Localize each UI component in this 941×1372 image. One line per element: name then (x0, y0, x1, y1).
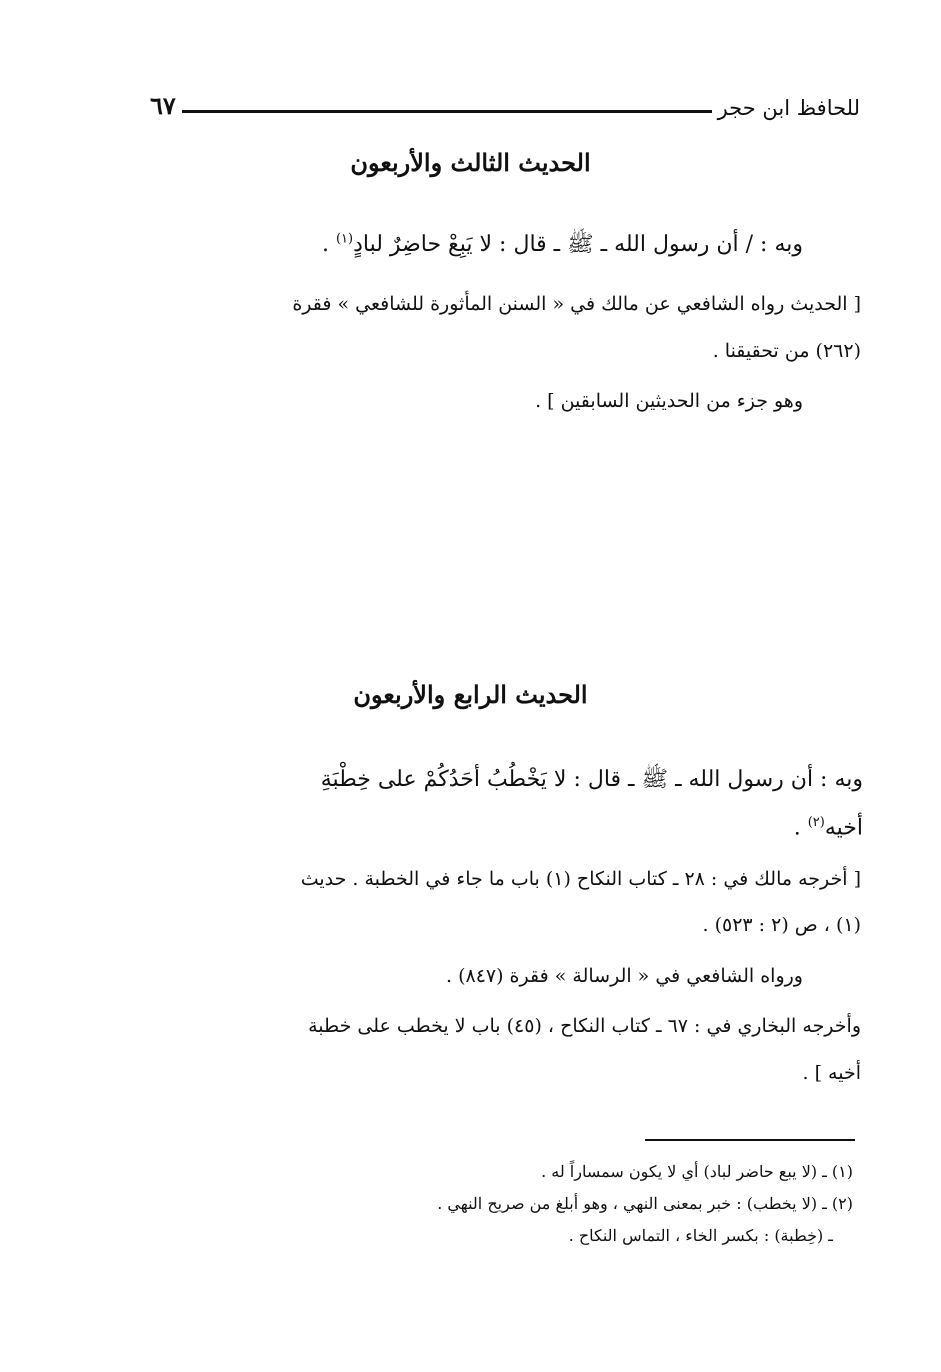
hadith-43-title: الحديث الثالث والأربعون (350, 148, 591, 177)
hadith-43-source-line-1: [ الحديث رواه الشافعي عن مالك في « السنن المأثورة للشافعي » فقرة (292, 293, 861, 315)
hadith-43-text-main: وبه : / أن رسول الله ـ ﷺ ـ قال : لا يَبِعْ حاضِرٌ لبادٍ (353, 232, 803, 257)
hadith-44-source-line-5: أخيه ] . (802, 1062, 861, 1084)
hadith-43-text (322, 230, 803, 262)
hadith-44-source-line-2: (١) ، ص (٢ : ٥٢٣) . (702, 914, 861, 936)
hadith-44-title: الحديث الرابع والأربعون (353, 680, 588, 709)
hadith-44-source-line-1: [ أخرجه مالك في : ٢٨ ـ كتاب النكاح (١) باب ما جاء في الخطبة . حديث (300, 868, 861, 890)
running-head-title: للحافظ ابن حجر (717, 96, 860, 120)
hadith-43-note-ref: (١) (335, 231, 354, 247)
running-header (150, 84, 860, 120)
footnote-1: (١) ـ (لا يبع حاضر لباد) أي لا يكون سمساراً له . (541, 1162, 853, 1181)
hadith-43-source-line-3: وهو جزء من الحديثين السابقين ] . (535, 390, 803, 412)
hadith-44-text-line-1: وبه : أن رسول الله ـ ﷺ ـ قال : لا يَخْطُبُ أحَدُكُمْ على خِطْبَةِ (320, 767, 863, 792)
hadith-44-source-line-3: ورواه الشافعي في « الرسالة » فقرة (٨٤٧) . (445, 965, 803, 987)
hadith-43-text-end: . (321, 232, 336, 257)
header-rule (182, 110, 712, 113)
hadith-44-text-end: . (793, 815, 808, 841)
footnote-separator (645, 1139, 855, 1141)
page-number: ٦٧ (150, 91, 176, 120)
footnote-2: (٢) ـ (لا يخطب) : خبر بمعنى النهي ، وهو أبلغ من صريح النهي . (437, 1194, 853, 1213)
hadith-43-source-line-2: (٢٦٢) من تحقيقنا . (712, 340, 861, 362)
hadith-44-text-line-2-main: أخيه (824, 815, 863, 841)
footnote-2-continuation: ـ (خِطبة) : بكسر الخاء ، التماس النكاح . (568, 1226, 833, 1245)
hadith-44-text-line-2 (794, 815, 863, 840)
hadith-44-note-ref: (٢) (807, 815, 825, 830)
hadith-44-source-line-4: وأخرجه البخاري في : ٦٧ ـ كتاب النكاح ، (٤٥) باب لا يخطب على خطبة (308, 1015, 861, 1037)
